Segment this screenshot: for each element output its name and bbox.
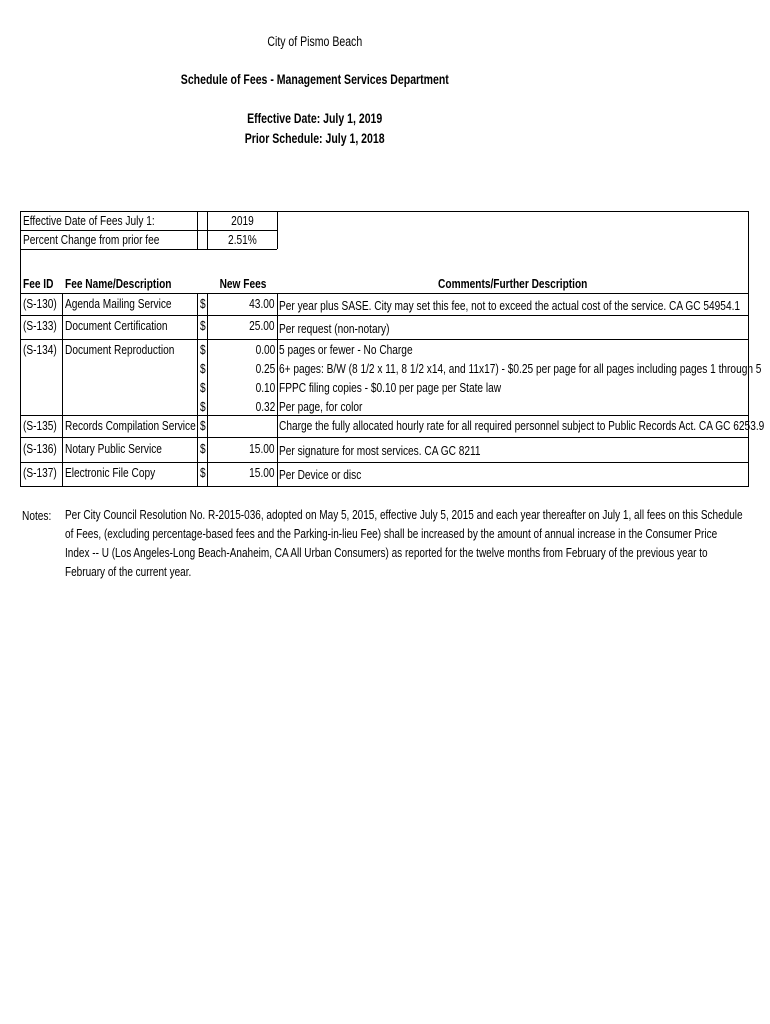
fee-schedule-table: [20, 211, 765, 487]
column-header-new-fees: New Fees: [219, 276, 266, 291]
fee-comment: Per page, for color: [279, 399, 363, 414]
fee-comment: Per year plus SASE. City may set this fee, not to exceed the actual cost of the service. CA GC 54954.1: [279, 298, 741, 313]
fee-comment: Per request (non-notary): [279, 321, 390, 336]
currency-symbol: $: [200, 399, 206, 414]
column-header-comments: Comments/Further Description: [438, 276, 588, 291]
fee-comment: FPPC filing copies - $0.10 per page per State law: [279, 380, 502, 395]
city-name: City of Pismo Beach: [267, 34, 363, 49]
fee-comment: 5 pages or fewer - No Charge: [279, 342, 413, 357]
fee-amount: 0.25: [255, 361, 275, 376]
column-header-fee-id: Fee ID: [23, 276, 54, 291]
currency-symbol: $: [200, 441, 206, 456]
currency-symbol: $: [200, 465, 206, 480]
fee-id: (S-134): [23, 342, 57, 357]
fee-name: Records Compilation Service: [65, 418, 196, 433]
percent-change-label: Percent Change from prior fee: [23, 232, 160, 247]
effective-year-value: 2019: [231, 213, 254, 228]
fee-comment: 6+ pages: B/W (8 1/2 x 11, 8 1/2 x14, and 11x17) - $0.25 per page for all pages including pages 1 through 5: [279, 361, 762, 376]
effective-date: Effective Date: July 1, 2019: [247, 111, 383, 126]
schedule-title: Schedule of Fees - Management Services Department: [180, 72, 450, 87]
currency-symbol: $: [200, 318, 206, 333]
column-header-fee-name: Fee Name/Description: [65, 276, 172, 291]
percent-change-value: 2.51%: [228, 232, 257, 247]
fee-amount: 15.00: [249, 441, 275, 456]
currency-symbol: $: [200, 342, 206, 357]
fee-id: (S-133): [23, 318, 57, 333]
currency-symbol: $: [200, 418, 206, 433]
fee-amount: 25.00: [249, 318, 275, 333]
fee-amount: 15.00: [249, 465, 275, 480]
fee-name: Agenda Mailing Service: [65, 296, 172, 311]
fee-id: (S-137): [23, 465, 57, 480]
effective-year-label: Effective Date of Fees July 1:: [23, 213, 155, 228]
fee-id: (S-135): [23, 418, 57, 433]
fee-name: Document Reproduction: [65, 342, 175, 357]
currency-symbol: $: [200, 361, 206, 376]
notes-text: Per City Council Resolution No. R-2015-036, adopted on May 5, 2015, effective July 5, 2015 and each year thereafter on July 1, all fees on this Schedule of Fees, (excluding percentage-based fees and the Parking-in-lieu Fee) shall be increased by the amount of annual increase in the Consumer Price Index -- U (Los Angeles-Long Beach-Anaheim, CA All Urban Consumers) as reported for the twelve months from February of the previous year to February of the current year.: [65, 507, 743, 579]
fee-comment: Per Device or disc: [279, 467, 362, 482]
fee-name: Electronic File Copy: [65, 465, 156, 480]
currency-symbol: $: [200, 380, 206, 395]
fee-name: Document Certification: [65, 318, 168, 333]
fee-id: (S-130): [23, 296, 57, 311]
prior-schedule: Prior Schedule: July 1, 2018: [245, 131, 385, 146]
fee-comment: Charge the fully allocated hourly rate for all required personnel subject to Public Records Act. CA GC 6253.9: [279, 418, 765, 433]
fee-comment: Per signature for most services. CA GC 8211: [279, 443, 481, 458]
fee-id: (S-136): [23, 441, 57, 456]
fee-amount: 0.32: [255, 399, 275, 414]
fee-amount: 0.00: [255, 342, 275, 357]
fee-amount: 43.00: [249, 296, 275, 311]
notes-label: Notes:: [22, 508, 52, 523]
fee-name: Notary Public Service: [65, 441, 162, 456]
currency-symbol: $: [200, 296, 206, 311]
fee-amount: 0.10: [255, 380, 275, 395]
